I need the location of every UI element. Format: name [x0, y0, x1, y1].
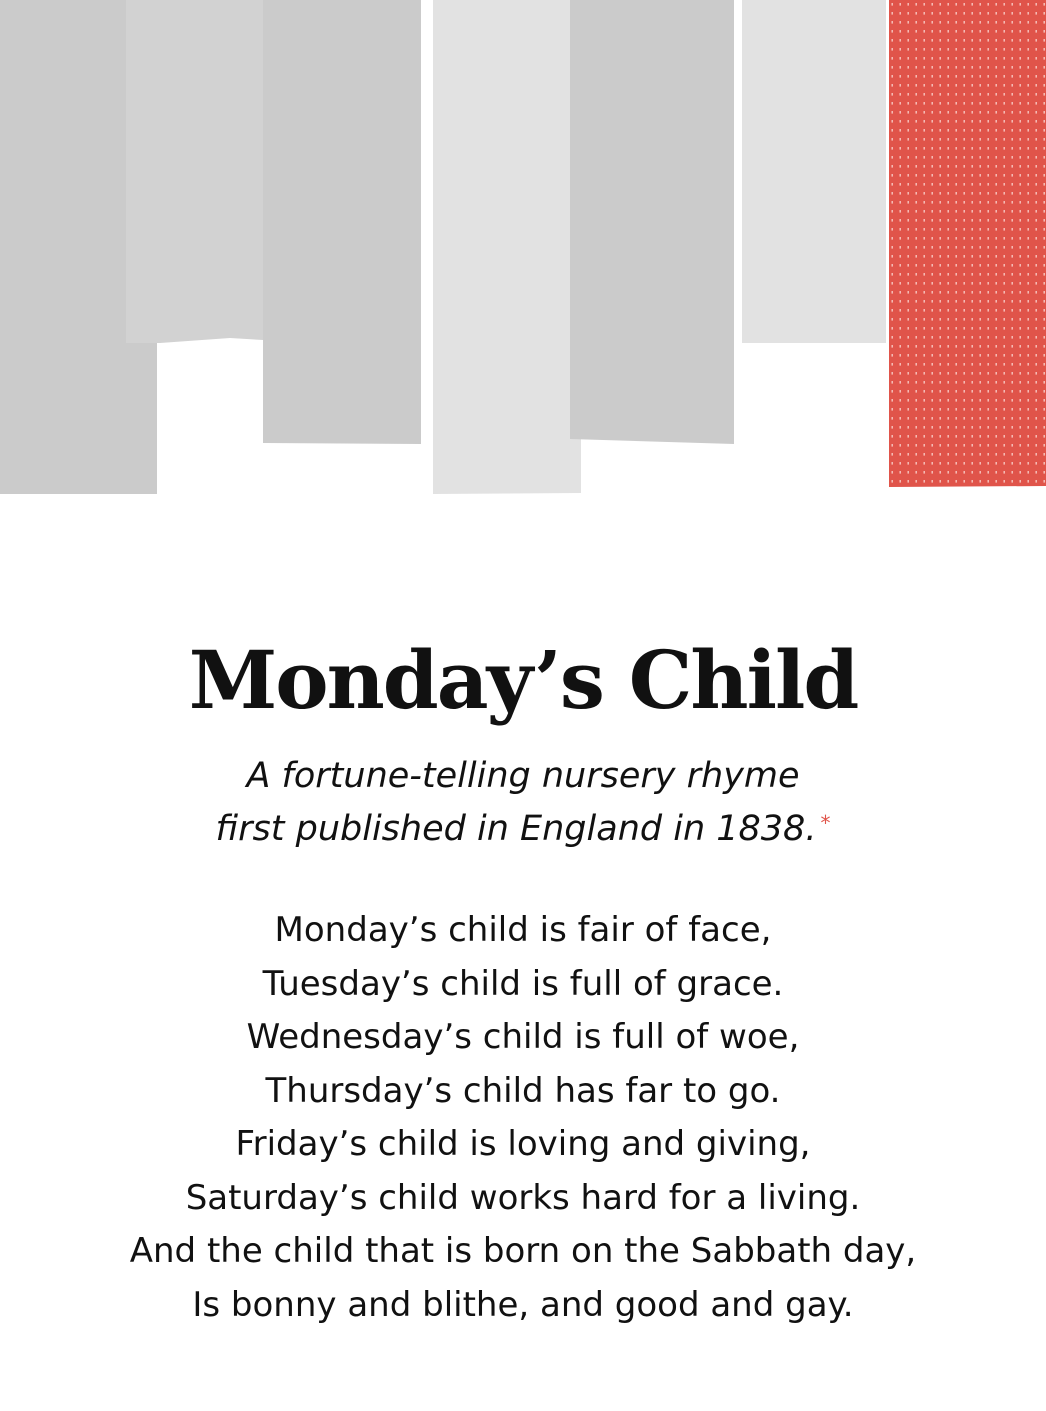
bar-tuesday [126, 0, 263, 343]
poem-line: Thursday’s child has far to go. [265, 1070, 781, 1111]
page-title: Monday’s Child [188, 633, 858, 727]
bar-saturday [742, 0, 886, 343]
bar-sunday-dot-pattern [889, 0, 1046, 487]
subtitle-line-2-text: first published in England in 1838. [215, 809, 817, 849]
main-content [0, 633, 1046, 1332]
subtitle-line-2 [0, 803, 1046, 856]
poem-line: Saturday’s child works hard for a living. [185, 1177, 861, 1218]
poem-line: Wednesday’s child is full of woe, [246, 1017, 800, 1057]
bar-friday [570, 0, 734, 444]
bar-thursday [433, 0, 581, 494]
subtitle-line-1: A fortune-telling nursery rhyme [246, 756, 800, 796]
footnote-asterisk[interactable]: * [820, 811, 831, 835]
bar-wednesday [263, 0, 421, 444]
poem-line: Is bonny and blithe, and good and gay. [192, 1284, 854, 1325]
poem [0, 904, 1046, 1332]
poem-line: Tuesday’s child is full of grace. [262, 963, 784, 1004]
poem-line: Friday’s child is loving and giving, [235, 1124, 811, 1164]
poem-line: Monday’s child is fair of face, [274, 910, 772, 950]
subtitle [0, 750, 1046, 856]
poem-line: And the child that is born on the Sabbath day, [129, 1231, 917, 1271]
hero-bars [0, 0, 1046, 500]
